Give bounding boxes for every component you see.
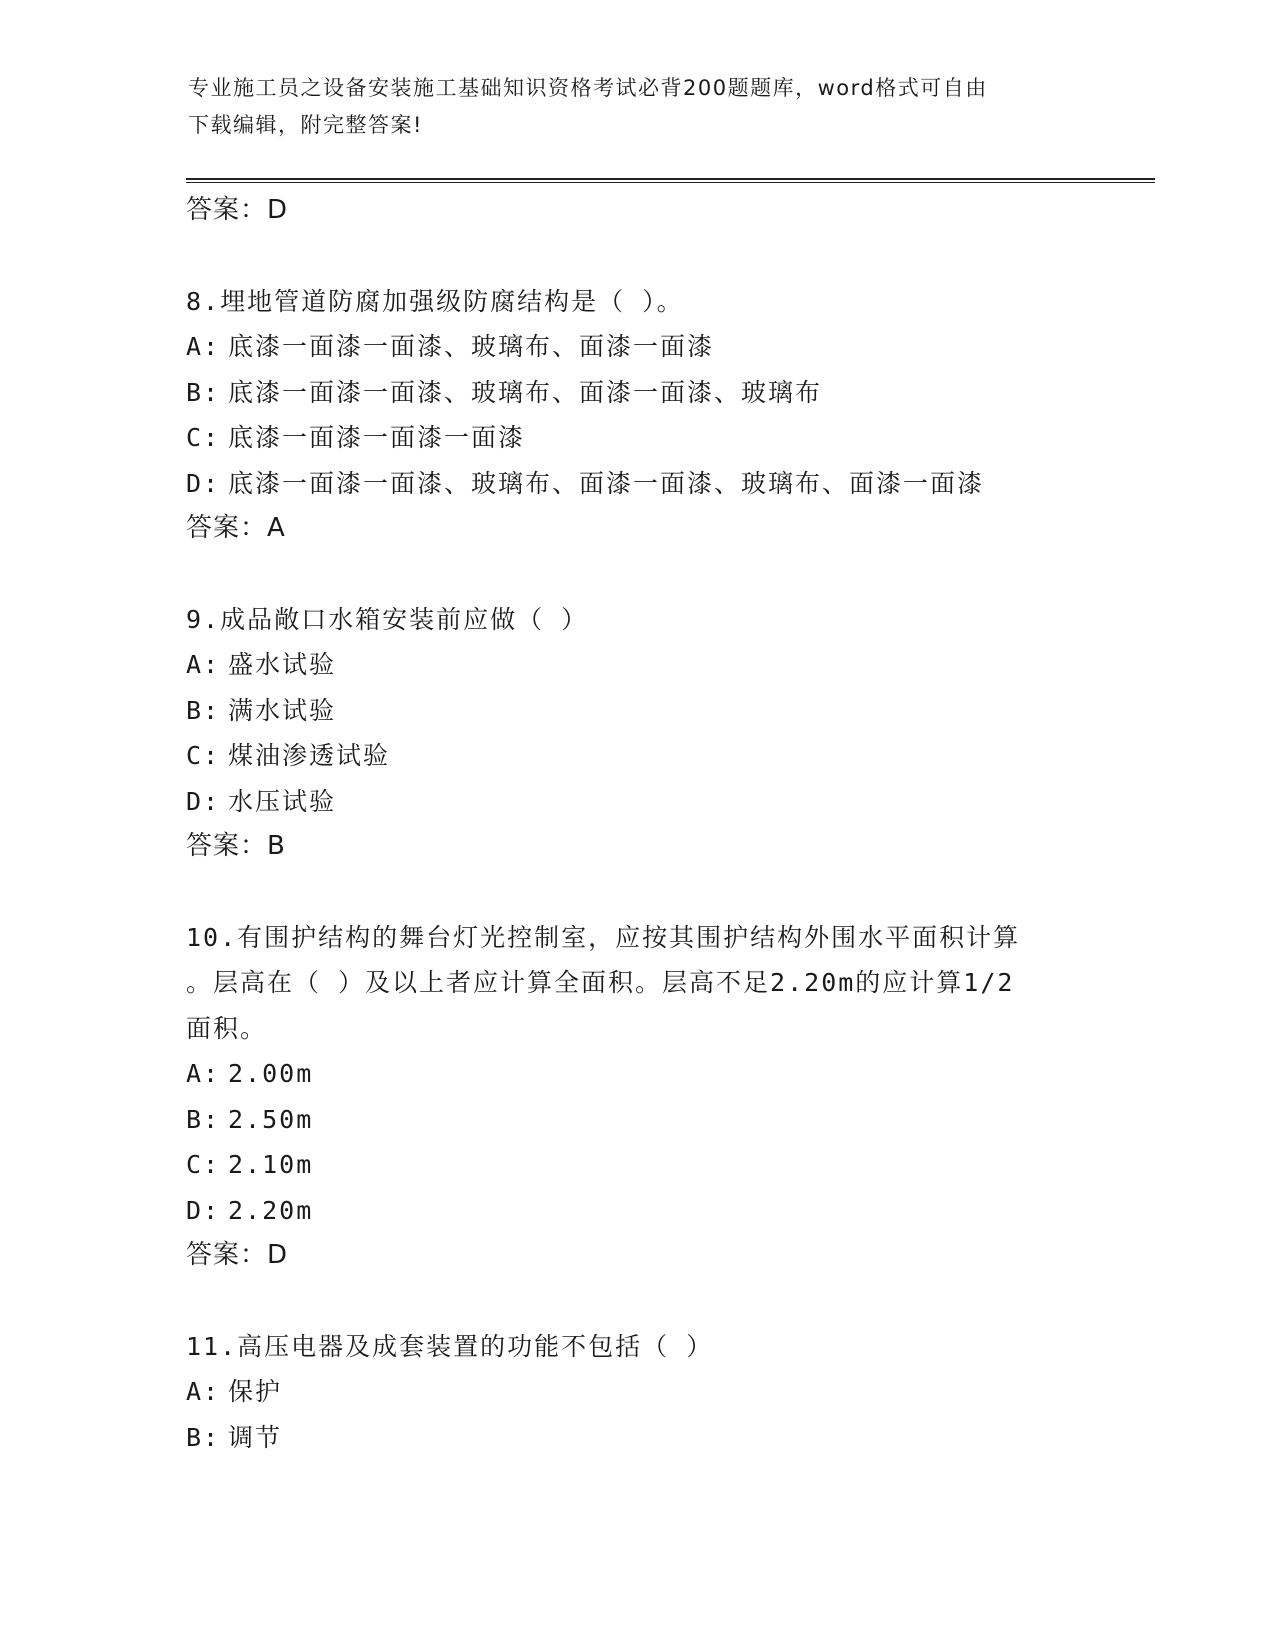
- question-stem-line-3: 面积。: [186, 1013, 268, 1043]
- option-text: 盛水试验: [228, 650, 337, 679]
- answer-value: D: [267, 1240, 289, 1270]
- header-line-2: 下载编辑，附完整答案!: [188, 113, 423, 137]
- question-stem: 9.成品敞口水箱安装前应做（ ）: [186, 604, 589, 634]
- option-d: [186, 1188, 1086, 1234]
- question-list: [186, 188, 1086, 1460]
- option-key: A:: [186, 1059, 221, 1088]
- option-text: 满水试验: [228, 695, 337, 725]
- option-a: [186, 642, 1086, 688]
- option-b: [186, 1097, 1086, 1143]
- question-stem-line-1: 10.有围护结构的舞台灯光控制室，应按其围护结构外围水平面积计算: [186, 922, 1021, 952]
- question-11: [186, 1324, 1086, 1461]
- option-b: [186, 370, 1086, 416]
- option-key: A:: [186, 1377, 221, 1406]
- option-key: C:: [186, 1150, 221, 1179]
- option-text: 底漆一面漆一面漆一面漆: [228, 423, 526, 452]
- option-c: [186, 1142, 1086, 1188]
- option-text: 底漆一面漆一面漆、玻璃布、面漆一面漆: [228, 332, 715, 361]
- option-key: B:: [186, 1104, 221, 1134]
- answer-value: D: [267, 195, 289, 225]
- answer-label: 答案：: [186, 1240, 268, 1270]
- option-text: 底漆一面漆一面漆、玻璃布、面漆一面漆、玻璃布、面漆一面漆: [228, 468, 985, 498]
- header-divider: [186, 178, 1155, 183]
- option-b: [186, 1415, 1086, 1461]
- option-key: A:: [186, 650, 221, 679]
- option-text: 底漆一面漆一面漆、玻璃布、面漆一面漆、玻璃布: [228, 377, 823, 407]
- option-text: 2.10m: [228, 1150, 314, 1179]
- answer-label: 答案：: [186, 513, 268, 543]
- header-line-1: 专业施工员之设备安装施工基础知识资格考试必背200题题库，word格式可自由: [188, 76, 988, 100]
- question-9: [186, 597, 1086, 870]
- answer-line-q7: [186, 188, 1086, 234]
- option-c: [186, 415, 1086, 461]
- document-header: [188, 70, 1088, 144]
- option-b: [186, 688, 1086, 734]
- option-key: D:: [186, 1195, 221, 1225]
- option-key: B:: [186, 695, 221, 725]
- question-stem: 8.埋地管道防腐加强级防腐结构是（ ）。: [186, 286, 684, 316]
- option-key: C:: [186, 423, 221, 452]
- option-text: 调节: [228, 1422, 283, 1452]
- option-a: [186, 324, 1086, 370]
- option-text: 保护: [228, 1377, 283, 1406]
- answer-line-q9: [186, 824, 1086, 870]
- option-d: [186, 779, 1086, 825]
- answer-value: B: [267, 831, 286, 861]
- option-a: [186, 1369, 1086, 1415]
- option-text: 煤油渗透试验: [228, 741, 391, 770]
- option-key: D:: [186, 786, 221, 816]
- option-a: [186, 1051, 1086, 1097]
- answer-line-q8: [186, 506, 1086, 552]
- option-text: 水压试验: [228, 786, 337, 816]
- question-8: [186, 279, 1086, 552]
- option-key: C:: [186, 741, 221, 770]
- option-d: [186, 461, 1086, 507]
- answer-label: 答案：: [186, 195, 268, 225]
- answer-value: A: [267, 513, 286, 543]
- option-key: A:: [186, 332, 221, 361]
- option-c: [186, 733, 1086, 779]
- question-stem: 11.高压电器及成套装置的功能不包括（ ）: [186, 1331, 714, 1361]
- option-key: B:: [186, 377, 221, 407]
- question-10: [186, 915, 1086, 1279]
- option-text: 2.20m: [228, 1195, 314, 1225]
- option-key: B:: [186, 1422, 221, 1452]
- option-text: 2.00m: [228, 1059, 314, 1088]
- option-text: 2.50m: [228, 1104, 314, 1134]
- answer-label: 答案：: [186, 831, 268, 861]
- question-stem-line-2: 。层高在（ ）及以上者应计算全面积。层高不足2.20m的应计算1/2: [186, 968, 1015, 997]
- answer-line-q10: [186, 1233, 1086, 1279]
- option-key: D:: [186, 468, 221, 498]
